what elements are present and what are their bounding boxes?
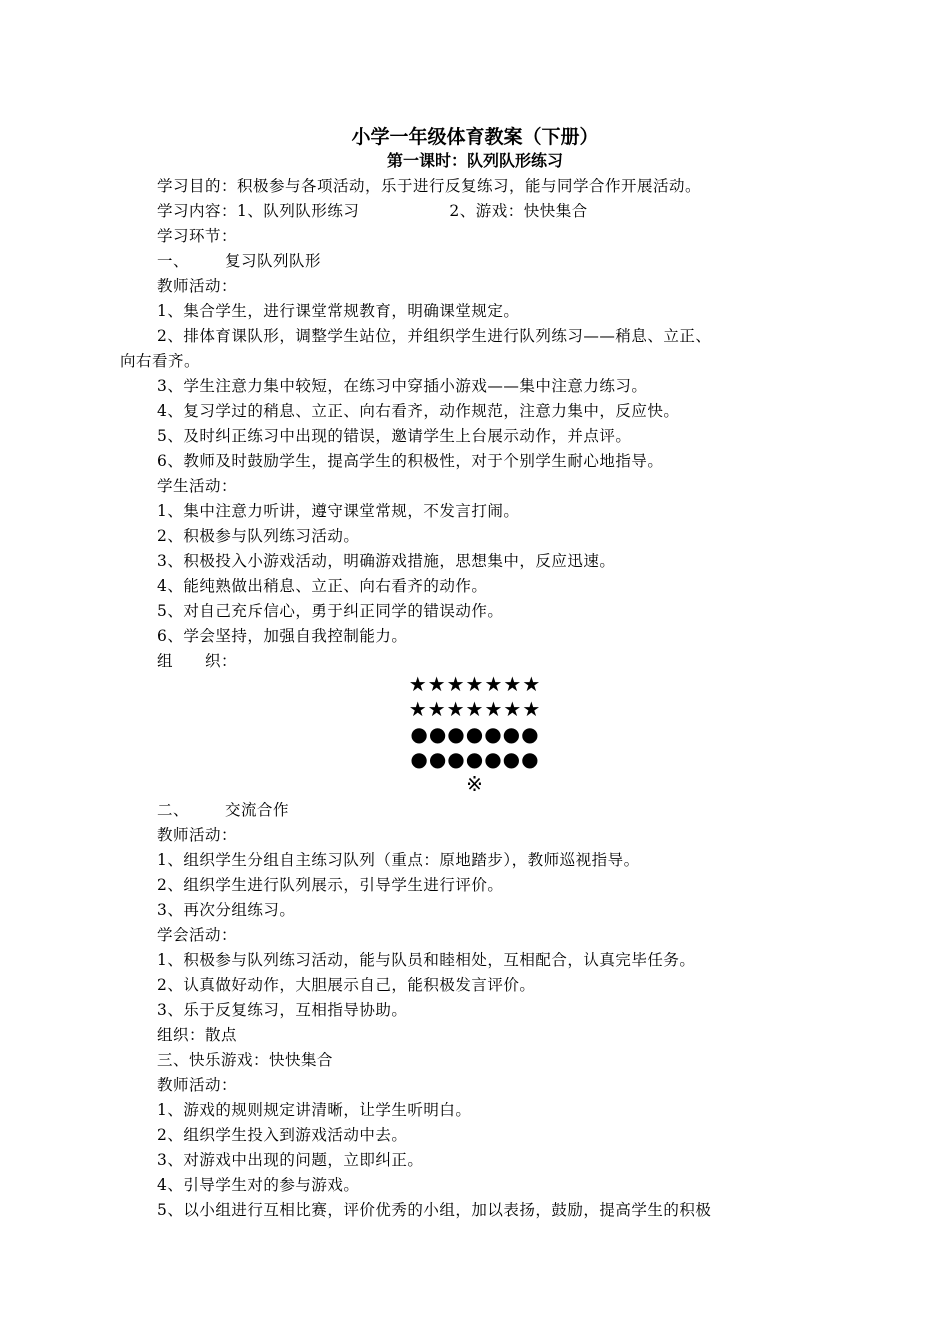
teacher-activity-label: 教师活动： — [157, 1076, 238, 1094]
learning-goal: 学习目的：积极参与各项活动，乐于进行反复练习，能与同学合作开展活动。 — [157, 177, 702, 195]
formation-row-stars: ★★★★★★★ — [408, 672, 542, 696]
teacher-item: 4、引导学生对的参与游戏。 — [157, 1176, 360, 1194]
student-activity-label: 学会活动： — [157, 926, 238, 944]
learning-steps-label: 学习环节： — [157, 227, 238, 245]
student-item: 3、积极投入小游戏活动，明确游戏措施，思想集中，反应迅速。 — [157, 552, 616, 570]
student-item: 4、能纯熟做出稍息、立正、向右看齐的动作。 — [157, 577, 488, 595]
teacher-item: 2、排体育课队形，调整学生站位，并组织学生进行队列练习——稍息、立正、 — [157, 327, 712, 345]
section-1-heading — [157, 249, 321, 273]
organization-label: 组 织： — [157, 652, 238, 670]
formation-row-dots: ●●●●●●● — [410, 722, 540, 746]
teacher-item: 1、组织学生分组自主练习队列（重点：原地踏步），教师巡视指导。 — [157, 851, 640, 869]
teacher-item: 3、再次分组练习。 — [157, 901, 296, 919]
section-2-title: 交流合作 — [225, 801, 290, 819]
content-item-1: 学习内容：1、队列队形练习 — [157, 202, 360, 220]
student-item: 1、集中注意力听讲，遵守课堂常规，不发言打闹。 — [157, 502, 520, 520]
student-activity-label: 学生活动： — [157, 477, 238, 495]
teacher-item: 4、复习学过的稍息、立正、向右看齐，动作规范，注意力集中，反应快。 — [157, 402, 680, 420]
teacher-item: 6、教师及时鼓励学生，提高学生的积极性，对于个别学生耐心地指导。 — [157, 452, 664, 470]
section-1-number: 一、 — [157, 252, 190, 270]
student-item: 3、乐于反复练习，互相指导协助。 — [157, 1001, 408, 1019]
organization-scatter: 组织：散点 — [157, 1026, 238, 1044]
section-2-number: 二、 — [157, 801, 190, 819]
formation-row-stars: ★★★★★★★ — [408, 697, 542, 721]
teacher-item: 5、以小组进行互相比赛，评价优秀的小组，加以表扬，鼓励，提高学生的积极 — [157, 1201, 712, 1219]
formation-teacher-mark: ※ — [466, 772, 484, 796]
teacher-item: 3、对游戏中出现的问题，立即纠正。 — [157, 1151, 424, 1169]
teacher-item-continued: 向右看齐。 — [120, 352, 201, 370]
student-item: 6、学会坚持，加强自我控制能力。 — [157, 627, 408, 645]
student-item: 2、积极参与队列练习活动。 — [157, 527, 360, 545]
teacher-activity-label: 教师活动： — [157, 277, 238, 295]
student-item: 2、认真做好动作，大胆展示自己，能积极发言评价。 — [157, 976, 536, 994]
teacher-item: 2、组织学生进行队列展示，引导学生进行评价。 — [157, 876, 504, 894]
learning-content — [157, 199, 588, 223]
section-3-heading: 三、快乐游戏：快快集合 — [157, 1051, 334, 1069]
section-1-title: 复习队列队形 — [225, 252, 322, 270]
teacher-item: 1、集合学生，进行课堂常规教育，明确课堂规定。 — [157, 302, 520, 320]
teacher-item: 3、学生注意力集中较短，在练习中穿插小游戏——集中注意力练习。 — [157, 377, 648, 395]
teacher-item: 5、及时纠正练习中出现的错误，邀请学生上台展示动作，并点评。 — [157, 427, 632, 445]
student-item: 5、对自己充斥信心，勇于纠正同学的错误动作。 — [157, 602, 504, 620]
document-title: 小学一年级体育教案（下册） — [351, 126, 599, 148]
student-item: 1、积极参与队列练习活动，能与队员和睦相处，互相配合，认真完毕任务。 — [157, 951, 696, 969]
section-2-heading — [157, 798, 289, 822]
teacher-activity-label: 教师活动： — [157, 826, 238, 844]
teacher-item: 1、游戏的规则规定讲清晰，让学生听明白。 — [157, 1101, 472, 1119]
lesson-subtitle: 第一课时：队列队形练习 — [386, 151, 563, 170]
formation-row-dots: ●●●●●●● — [410, 747, 540, 771]
teacher-item: 2、组织学生投入到游戏活动中去。 — [157, 1126, 408, 1144]
content-item-2: 2、游戏：快快集合 — [449, 202, 588, 220]
